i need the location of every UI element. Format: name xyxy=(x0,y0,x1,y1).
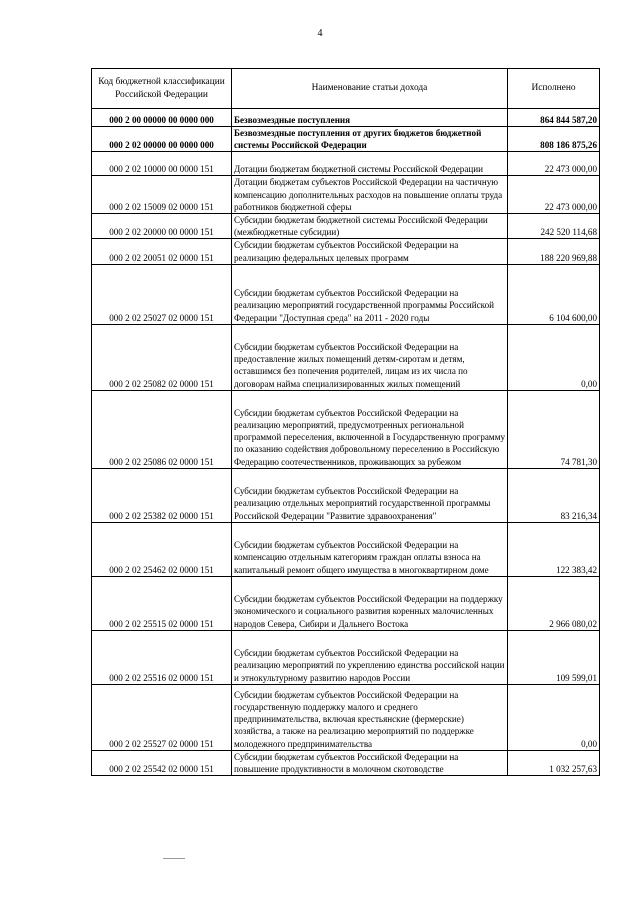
row-amount: 0,00 xyxy=(508,324,600,390)
row-amount: 864 844 587,20 xyxy=(508,109,600,127)
table-row xyxy=(92,576,600,630)
table-row xyxy=(92,324,600,390)
table-header-row xyxy=(92,69,600,109)
table-row xyxy=(92,390,600,468)
row-amount: 83 216,34 xyxy=(508,468,600,522)
row-code: 000 2 02 25086 02 0000 151 xyxy=(92,390,232,468)
row-name: Субсидии бюджетам субъектов Российской Федерации на государственную поддержку малого и среднего предпринимательства, включая крестьянские (фермерские) хозяйства, а также на реализацию мероприятий по поддержке молодежного предпринимательства xyxy=(232,684,508,750)
table-row xyxy=(92,264,600,324)
table-row xyxy=(92,239,600,264)
row-code: 000 2 02 25515 02 0000 151 xyxy=(92,576,232,630)
row-amount: 6 104 600,00 xyxy=(508,264,600,324)
table-row xyxy=(92,109,600,127)
table-row xyxy=(92,176,600,214)
row-name: Субсидии бюджетам субъектов Российской Федерации на компенсацию отдельным категориям граждан оплаты взноса на капитальный ремонт общего имущества в многоквартирном доме xyxy=(232,522,508,576)
row-amount: 188 220 969,88 xyxy=(508,239,600,264)
row-code: 000 2 00 00000 00 0000 000 xyxy=(92,109,232,127)
row-code: 000 2 02 25082 02 0000 151 xyxy=(92,324,232,390)
page-number: 4 xyxy=(317,28,323,39)
row-amount: 22 473 000,00 xyxy=(508,176,600,214)
header-amount: Исполнено xyxy=(508,69,600,109)
table-row xyxy=(92,214,600,239)
table-row xyxy=(92,127,600,152)
table-row xyxy=(92,468,600,522)
table-row xyxy=(92,750,600,775)
table-row xyxy=(92,630,600,684)
row-name: Субсидии бюджетам субъектов Российской Федерации на реализацию мероприятий государственной программы Российской Федерации "Доступная среда" на 2011 - 2020 годы xyxy=(232,264,508,324)
row-amount: 808 186 875,26 xyxy=(508,127,600,152)
row-code: 000 2 02 25516 02 0000 151 xyxy=(92,630,232,684)
row-amount: 242 520 114,68 xyxy=(508,214,600,239)
row-code: 000 2 02 20051 02 0000 151 xyxy=(92,239,232,264)
row-code: 000 2 02 15009 02 0000 151 xyxy=(92,176,232,214)
header-name: Наименование статьи дохода xyxy=(232,69,508,109)
row-name: Субсидии бюджетам субъектов Российской Федерации на реализацию мероприятий по укреплению единства российской нации и этнокультурному развитию народов России xyxy=(232,630,508,684)
row-name: Субсидии бюджетам субъектов Российской Федерации на повышение продуктивности в молочном скотоводстве xyxy=(232,750,508,775)
row-name: Субсидии бюджетам субъектов Российской Федерации на реализацию федеральных целевых программ xyxy=(232,239,508,264)
table-row xyxy=(92,522,600,576)
table-body xyxy=(92,109,600,776)
revenue-table xyxy=(91,68,600,776)
row-name: Субсидии бюджетам бюджетной системы Российской Федерации (межбюджетные субсидии) xyxy=(232,214,508,239)
row-amount: 74 781,30 xyxy=(508,390,600,468)
row-amount: 122 383,42 xyxy=(508,522,600,576)
row-code: 000 2 02 25542 02 0000 151 xyxy=(92,750,232,775)
scan-mark xyxy=(163,858,185,859)
row-amount: 0,00 xyxy=(508,684,600,750)
row-amount: 109 599,01 xyxy=(508,630,600,684)
row-amount: 2 966 080,02 xyxy=(508,576,600,630)
row-name: Дотации бюджетам субъектов Российской Федерации на частичную компенсацию дополнительных расходов на повышение оплаты труда работников бюджетной сферы xyxy=(232,176,508,214)
row-code: 000 2 02 00000 00 0000 000 xyxy=(92,127,232,152)
row-code: 000 2 02 20000 00 0000 151 xyxy=(92,214,232,239)
row-amount: 22 473 000,00 xyxy=(508,152,600,176)
table-row xyxy=(92,152,600,176)
row-amount: 1 032 257,63 xyxy=(508,750,600,775)
row-code: 000 2 02 25027 02 0000 151 xyxy=(92,264,232,324)
row-name: Субсидии бюджетам субъектов Российской Федерации на реализацию отдельных мероприятий государственной программы Российской Федерации "Развитие здравоохранения" xyxy=(232,468,508,522)
row-name: Безвозмездные поступления xyxy=(232,109,508,127)
row-name: Безвозмездные поступления от других бюджетов бюджетной системы Российской Федерации xyxy=(232,127,508,152)
row-name: Субсидии бюджетам субъектов Российской Федерации на реализацию мероприятий, предусмотренных региональной программой переселения, включенной в Государственную программу по оказанию содействия добровольному переселению в Российскую Федерацию соотечественников, проживающих за рубежом xyxy=(232,390,508,468)
row-name: Субсидии бюджетам субъектов Российской Федерации на предоставление жилых помещений детям-сиротам и детям, оставшимся без попечения родителей, лицам из их числа по договорам найма специализированных жилых помещений xyxy=(232,324,508,390)
table-row xyxy=(92,684,600,750)
row-name: Дотации бюджетам бюджетной системы Российской Федерации xyxy=(232,152,508,176)
row-code: 000 2 02 25462 02 0000 151 xyxy=(92,522,232,576)
row-name: Субсидии бюджетам субъектов Российской Федерации на поддержку экономического и социального развития коренных малочисленных народов Севера, Сибири и Дальнего Востока xyxy=(232,576,508,630)
row-code: 000 2 02 25382 02 0000 151 xyxy=(92,468,232,522)
row-code: 000 2 02 25527 02 0000 151 xyxy=(92,684,232,750)
row-code: 000 2 02 10000 00 0000 151 xyxy=(92,152,232,176)
header-code: Код бюджетной классификации Российской Федерации xyxy=(92,69,232,109)
